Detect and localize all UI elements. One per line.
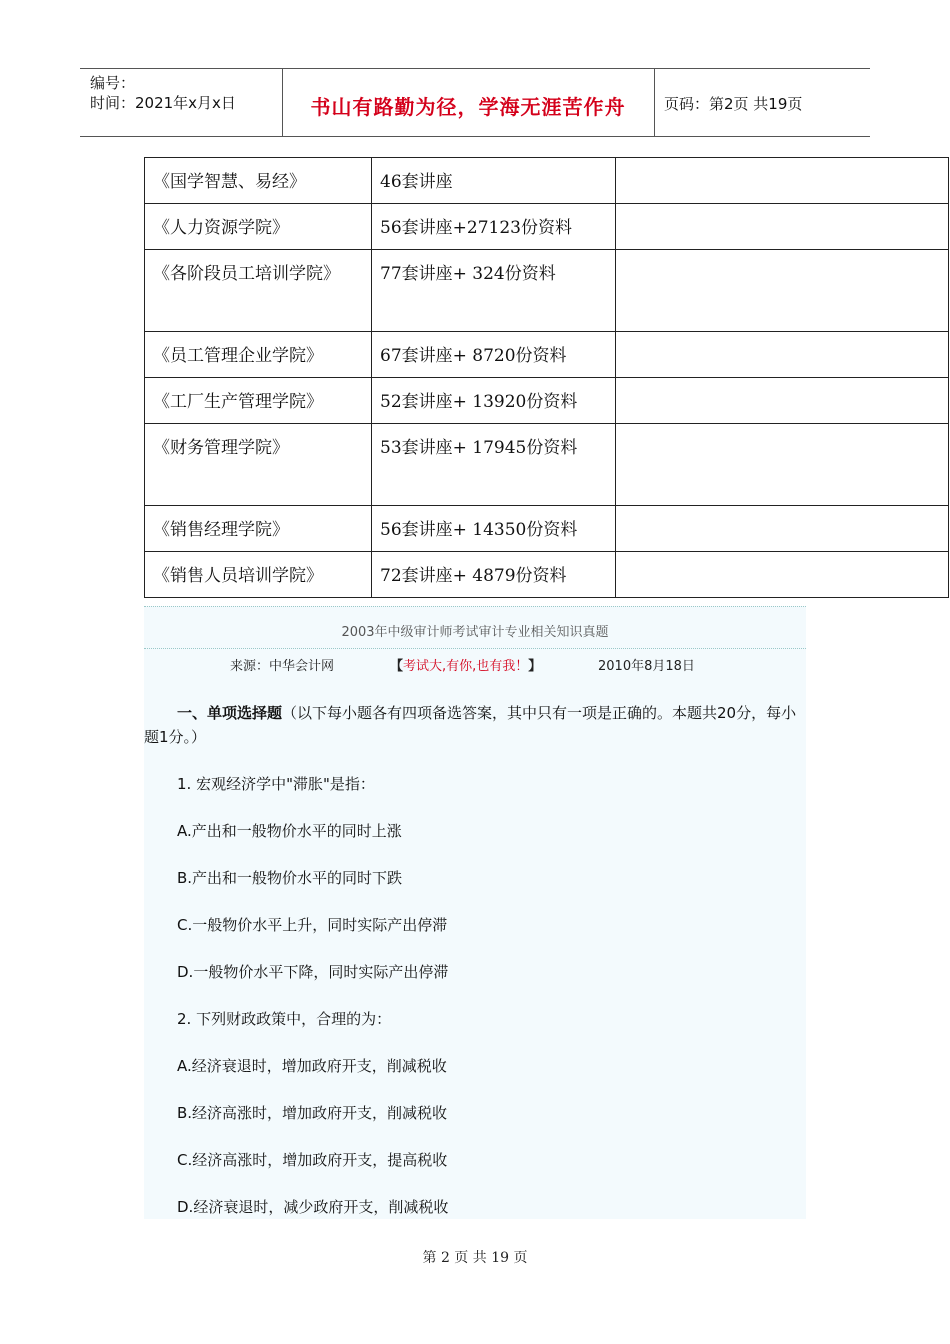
section-intro — [144, 701, 806, 749]
course-name: 《财务管理学院》 — [145, 424, 372, 506]
option-b: B.产出和一般物价水平的同时下跌 — [177, 869, 403, 887]
table-row — [145, 424, 949, 506]
course-desc: 72套讲座+ 4879份资料 — [372, 552, 616, 598]
course-extra — [616, 250, 949, 332]
page-info: 页码：第2页 共19页 — [664, 95, 803, 113]
table-row — [145, 204, 949, 250]
course-desc: 53套讲座+ 17945份资料 — [372, 424, 616, 506]
course-extra — [616, 378, 949, 424]
option-a: A.经济衰退时，增加政府开支，削减税收 — [177, 1057, 447, 1075]
course-extra — [616, 204, 949, 250]
course-extra — [616, 332, 949, 378]
table-row — [145, 552, 949, 598]
course-desc: 67套讲座+ 8720份资料 — [372, 332, 616, 378]
course-name: 《销售经理学院》 — [145, 506, 372, 552]
course-table — [144, 157, 949, 598]
page-header — [80, 68, 870, 137]
table-row — [145, 506, 949, 552]
question-stem: 2. 下列财政政策中，合理的为： — [177, 1010, 392, 1028]
header-divider — [654, 69, 655, 136]
tag-open-bracket: 【 — [390, 659, 404, 674]
motto: 书山有路勤为径，学海无涯苦作舟 — [310, 95, 626, 119]
option-c: C.经济高涨时，增加政府开支，提高税收 — [177, 1151, 448, 1169]
course-extra — [616, 552, 949, 598]
article-source: 来源：中华会计网 — [230, 659, 335, 674]
code-label: 编号： — [90, 74, 136, 92]
course-extra — [616, 158, 949, 204]
page-footer: 第 2 页 共 19 页 — [422, 1250, 528, 1266]
table-row — [145, 332, 949, 378]
article-date: 2010年8月18日 — [598, 659, 695, 674]
course-desc: 77套讲座+ 324份资料 — [372, 250, 616, 332]
header-meta — [90, 73, 236, 113]
question-stem: 1. 宏观经济学中"滞胀"是指： — [177, 775, 375, 793]
section-instructions: （以下每小题各有四项备选答案，其中只有一项是正确的。本题共20分，每小题1分。） — [144, 704, 797, 746]
course-extra — [616, 424, 949, 506]
option-c: C.一般物价水平上升，同时实际产出停滞 — [177, 916, 448, 934]
title-divider — [144, 648, 806, 649]
tag-text[interactable]: 考试大,有你,也有我！ — [403, 659, 529, 674]
course-desc: 56套讲座+ 14350份资料 — [372, 506, 616, 552]
course-name: 《销售人员培训学院》 — [145, 552, 372, 598]
course-name: 《工厂生产管理学院》 — [145, 378, 372, 424]
option-b: B.经济高涨时，增加政府开支，削减税收 — [177, 1104, 448, 1122]
tag-close-bracket: 】 — [528, 659, 542, 674]
table-row — [145, 250, 949, 332]
course-name: 《人力资源学院》 — [145, 204, 372, 250]
time-label: 时间：2021年x月x日 — [90, 94, 236, 112]
course-name: 《员工管理企业学院》 — [145, 332, 372, 378]
article — [144, 606, 806, 1219]
table-row — [145, 378, 949, 424]
course-desc: 56套讲座+27123份资料 — [372, 204, 616, 250]
option-d: D.一般物价水平下降，同时实际产出停滞 — [177, 963, 449, 981]
section-heading: 一、单项选择题 — [177, 704, 283, 722]
option-a: A.产出和一般物价水平的同时上涨 — [177, 822, 402, 840]
course-name: 《各阶段员工培训学院》 — [145, 250, 372, 332]
course-extra — [616, 506, 949, 552]
article-tag[interactable] — [390, 655, 541, 674]
course-desc: 52套讲座+ 13920份资料 — [372, 378, 616, 424]
option-d: D.经济衰退时，减少政府开支，削减税收 — [177, 1198, 449, 1216]
course-name: 《国学智慧、易经》 — [145, 158, 372, 204]
article-title: 2003年中级审计师考试审计专业相关知识真题 — [341, 625, 609, 640]
course-desc: 46套讲座 — [372, 158, 616, 204]
table-row — [145, 158, 949, 204]
